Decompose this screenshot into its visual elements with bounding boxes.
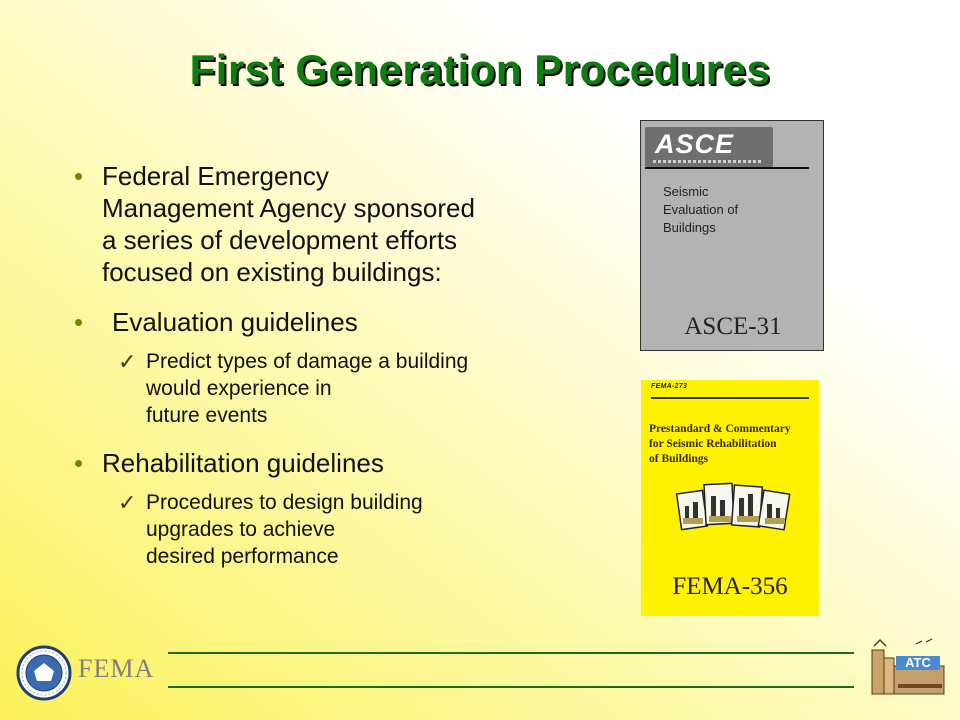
sub-bullet-line: would experience in bbox=[146, 377, 332, 400]
asce-logo-text: ASCE bbox=[655, 129, 735, 159]
sub-bullet-line: desired performance bbox=[146, 545, 339, 568]
fema-cover-title-line: of Buildings bbox=[649, 453, 709, 465]
dhs-seal-icon bbox=[16, 645, 72, 701]
asce-subtitle-line: Seismic bbox=[663, 184, 709, 199]
bullet-rehabilitation-guidelines bbox=[60, 447, 580, 479]
asce-subtitle-line: Buildings bbox=[663, 220, 716, 235]
bullet-text: Evaluation guidelines bbox=[112, 307, 358, 337]
footer-rules bbox=[168, 652, 854, 688]
asce-subtitle-line: Evaluation of bbox=[663, 202, 739, 217]
asce-cover-subtitle bbox=[663, 183, 738, 237]
bullet-dot-icon: • bbox=[74, 307, 84, 337]
asce-cover-rule bbox=[645, 167, 809, 169]
fema-cover-rule bbox=[651, 397, 809, 399]
fema-cover-title bbox=[649, 422, 817, 467]
asce-logo-fine-print bbox=[653, 160, 763, 163]
checkmark-icon: ✓ bbox=[118, 349, 137, 374]
bullet-line: Federal Emergency bbox=[102, 161, 329, 191]
atc-logo-text: ATC bbox=[905, 655, 931, 670]
slide-title: First Generation Procedures bbox=[189, 46, 771, 93]
bullet-dot-icon: • bbox=[74, 448, 84, 478]
bullet-line: focused on existing buildings: bbox=[102, 257, 442, 287]
bullet-list bbox=[60, 160, 580, 588]
sub-bullet-line: Predict types of damage a building bbox=[146, 350, 469, 373]
asce-logo bbox=[645, 127, 773, 167]
asce-31-label: ASCE-31 bbox=[684, 313, 782, 340]
sub-bullet-line: Procedures to design building bbox=[146, 491, 423, 514]
footer-rule bbox=[168, 686, 854, 688]
buildings-illustration-icon bbox=[675, 478, 795, 542]
sub-bullet-design-procedures bbox=[60, 489, 566, 570]
checkmark-icon: ✓ bbox=[118, 490, 137, 515]
bullet-line: a series of development efforts bbox=[102, 225, 458, 255]
bullet-text: Rehabilitation guidelines bbox=[102, 448, 384, 478]
sub-bullet-line: upgrades to achieve bbox=[146, 518, 336, 541]
fema-273-doc-number: FEMA-273 bbox=[651, 383, 688, 390]
fema-356-book-cover bbox=[641, 380, 819, 616]
asce-31-book-cover bbox=[640, 120, 824, 351]
sub-bullet-line: future events bbox=[146, 404, 268, 427]
bullet-evaluation-guidelines bbox=[60, 306, 580, 338]
atc-logo-icon bbox=[868, 636, 948, 696]
fema-footer-text: FEMA bbox=[78, 654, 155, 683]
fema-cover-title-line: for Seismic Rehabilitation bbox=[649, 438, 777, 450]
sub-bullet-predict-damage bbox=[60, 348, 566, 429]
fema-356-label: FEMA-356 bbox=[672, 573, 788, 600]
bullet-line: Management Agency sponsored bbox=[102, 193, 475, 223]
bullet-dot-icon: • bbox=[74, 161, 84, 191]
fema-cover-title-line: Prestandard & Commentary bbox=[649, 423, 791, 435]
bullet-fema-sponsorship bbox=[60, 160, 580, 288]
